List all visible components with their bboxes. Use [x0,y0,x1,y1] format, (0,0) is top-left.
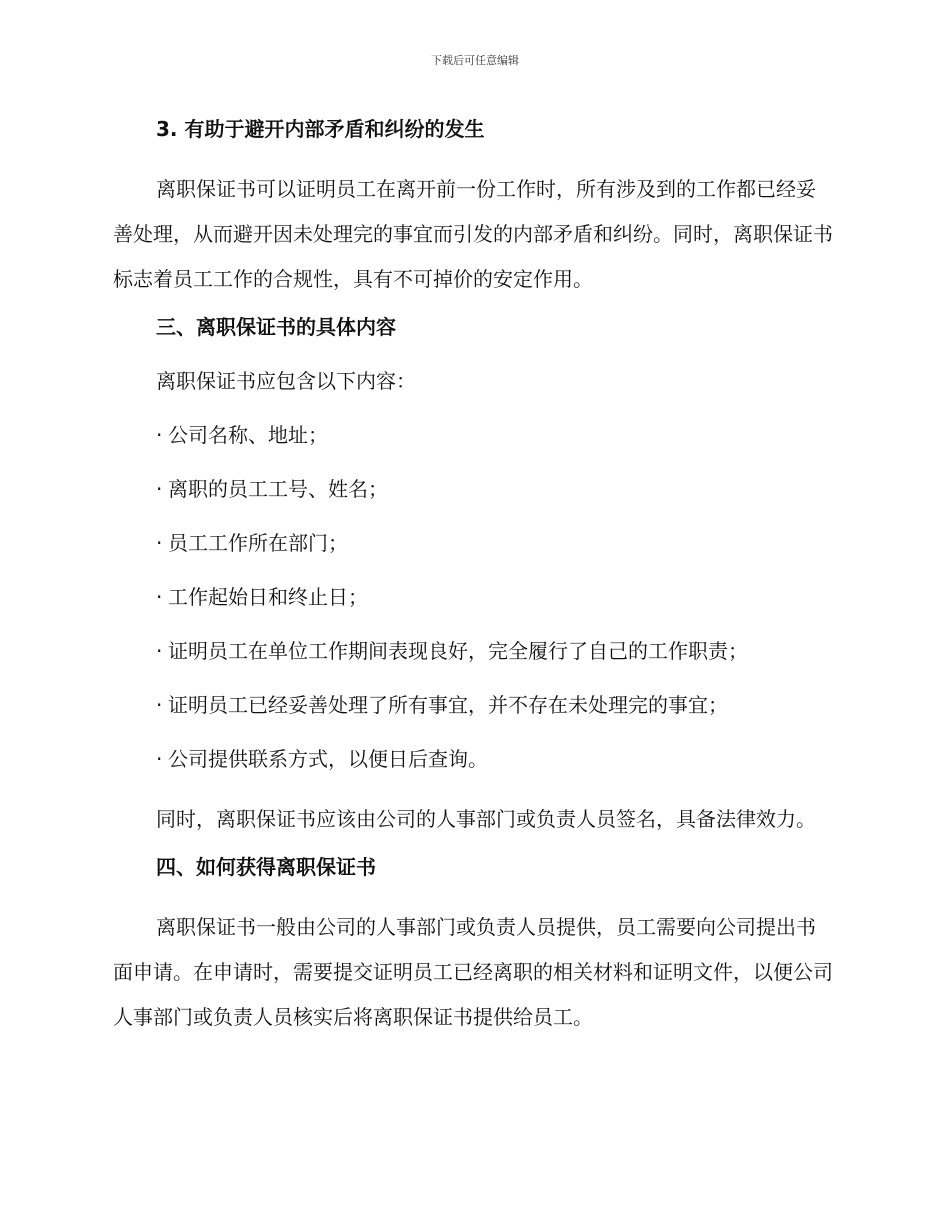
bullet-icon: · [156,747,163,771]
list-item [113,689,833,721]
document-body [113,113,833,1049]
list-item-text: 员工工作所在部门； [168,531,348,555]
list-item [113,419,833,451]
list-item [113,635,833,667]
list-item-text: 证明员工在单位工作期间表现良好，完全履行了自己的工作职责； [168,639,748,663]
page-header: 下载后可任意编辑 [431,54,519,67]
list-item-text: 离职的员工工号、姓名； [168,477,388,501]
section-three-heading: 三、离职保证书的具体内容 [156,315,396,339]
bullet-icon: · [156,585,163,609]
section-three-intro: 离职保证书应包含以下内容： [156,369,416,393]
bullet-icon: · [156,477,163,501]
list-item [113,743,833,775]
section-3-paragraph: 离职保证书可以证明员工在离开前一份工作时，所有涉及到的工作都已经妥善处理，从而避开因未处理完的事宜而引发的内部矛盾和纠纷。同时，离职保证书标志着员工工作的合规性，具有不可掉价的安定作用。 [113,177,833,291]
section-3-heading: 3. 有助于避开内部矛盾和纠纷的发生 [156,117,485,141]
list-item-text: 证明员工已经妥善处理了所有事宜，并不存在未处理完的事宜； [168,693,728,717]
list-item-text: 公司名称、地址； [168,423,328,447]
list-item-text: 工作起始日和终止日； [168,585,368,609]
list-item [113,473,833,505]
section-four-paragraph: 离职保证书一般由公司的人事部门或负责人员提供，员工需要向公司提出书面申请。在申请时，需要提交证明员工已经离职的相关材料和证明文件，以便公司人事部门或负责人员核实后将离职保证书提供给员工。 [113,915,833,1029]
section-three-closing: 同时，离职保证书应该由公司的人事部门或负责人员签名，具备法律效力。 [156,807,816,831]
list-item-text: 公司提供联系方式，以便日后查询。 [168,747,488,771]
list-item [113,581,833,613]
bullet-icon: · [156,423,163,447]
bullet-icon: · [156,693,163,717]
content-list [113,419,833,775]
list-item [113,527,833,559]
bullet-icon: · [156,639,163,663]
bullet-icon: · [156,531,163,555]
section-four-heading: 四、如何获得离职保证书 [156,855,376,879]
